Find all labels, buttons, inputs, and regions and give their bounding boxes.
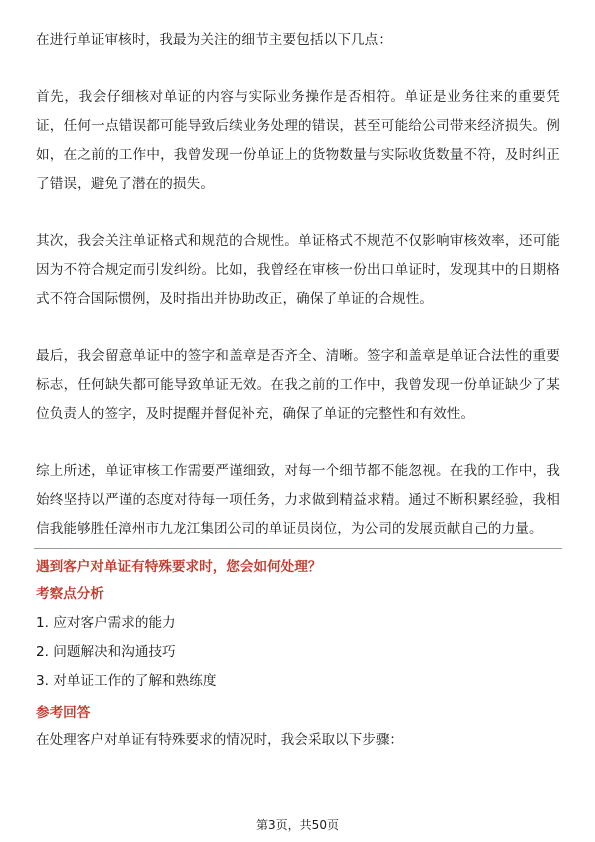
document-page [36,26,560,752]
analysis-point: 3. 对单证工作的了解和熟练度 [36,673,217,689]
analysis-points [36,609,560,696]
paragraph-second: 其次，我会关注单证格式和规范的合规性。单证格式不规范不仅影响审核效率，还可能因为不符合规定而引发纠纷。比如，我曾经在审核一份出口单证时，发现其中的日期格式不符合国际惯例，及时指出并协助改正，确保了单证的合规性。 [36,233,560,307]
analysis-point: 2. 问题解决和沟通技巧 [36,644,176,660]
question-heading: 遇到客户对单证有特殊要求时，您会如何处理？ [36,559,322,575]
page-number-footer: 第3页，共50页 [256,818,339,832]
paragraph-summary: 综上所述，单证审核工作需要严谨细致，对每一个细节都不能忽视。在我的工作中，我始终坚持以严谨的态度对待每一项任务，力求做到精益求精。通过不断积累经验，我相信我能够胜任漳州市九龙江集团公司的单证员岗位，为公司的发展贡献自己的力量。 [36,463,560,537]
paragraph-third: 最后，我会留意单证中的签字和盖章是否齐全、清晰。签字和盖章是单证合法性的重要标志，任何缺失都可能导致单证无效。在我之前的工作中，我曾发现一份单证缺少了某位负责人的签字，及时提醒并督促补充，确保了单证的完整性和有效性。 [36,348,560,422]
analysis-title: 考察点分析 [36,586,104,602]
analysis-point: 1. 应对客户需求的能力 [36,615,176,631]
intro-text: 在进行单证审核时，我最为关注的细节主要包括以下几点： [36,32,393,48]
answer-title: 参考回答 [36,705,91,721]
section-divider [34,548,562,549]
paragraph-first: 首先，我会仔细核对单证的内容与实际业务操作是否相符。单证是业务往来的重要凭证，任何一点错误都可能导致后续业务处理的错误，甚至可能给公司带来经济损失。例如，在之前的工作中，我曾发现一份单证上的货物数量与实际收货数量不符，及时纠正了错误，避免了潜在的损失。 [36,89,560,192]
answer-text: 在处理客户对单证有特殊要求的情况时，我会采取以下步骤： [36,732,404,748]
